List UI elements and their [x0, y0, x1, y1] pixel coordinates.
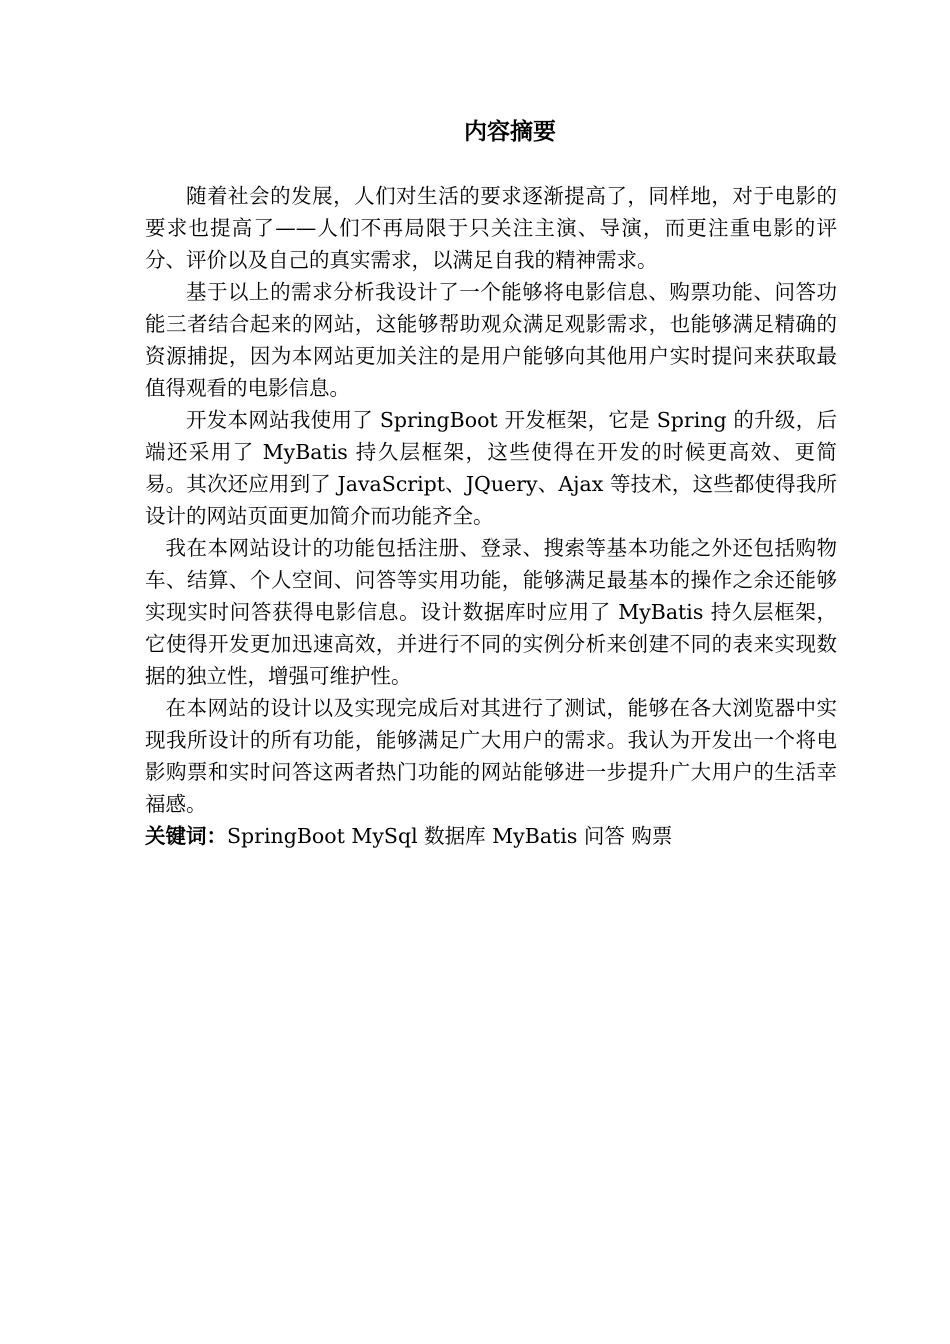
abstract-paragraph-4: 我在本网站设计的功能包括注册、登录、搜索等基本功能之外还包括购物车、结算、个人空间、问答等实用功能，能够满足最基本的操作之余还能够实现实时问答获得电影信息。设计数据库时应用了 MyBatis 持久层框架，它使得开发更加迅速高效，并进行不同的实例分析来创建不同的表来实现数据的独立性，增强可维护性。 — [145, 536, 837, 688]
keywords-label: 关键词： — [145, 824, 227, 848]
keywords-line — [145, 820, 837, 852]
abstract-paragraph-5: 在本网站的设计以及实现完成后对其进行了测试，能够在各大浏览器中实现我所设计的所有功能，能够满足广大用户的需求。我认为开发出一个将电影购票和实时问答这两者热门功能的网站能够进一步提升广大用户的生活幸福感。 — [145, 696, 837, 816]
abstract-paragraph-3: 开发本网站我使用了 SpringBoot 开发框架，它是 Spring 的升级，后端还采用了 MyBatis 持久层框架，这些使得在开发的时候更高效、更简易。其次还应用到了 JavaScript、JQuery、Ajax 等技术，这些都使得我所设计的网站页面更加简介而功能齐全。 — [145, 408, 837, 528]
abstract-paragraph-1: 随着社会的发展，人们对生活的要求逐渐提高了，同样地，对于电影的要求也提高了——人们不再局限于只关注主演、导演，而更注重电影的评分、评价以及自己的真实需求，以满足自我的精神需求。 — [145, 184, 837, 272]
keywords-text: SpringBoot MySql 数据库 MyBatis 问答 购票 — [227, 824, 673, 848]
abstract-paragraph-2: 基于以上的需求分析我设计了一个能够将电影信息、购票功能、问答功能三者结合起来的网站，这能够帮助观众满足观影需求，也能够满足精确的资源捕捉，因为本网站更加关注的是用户能够向其他用户实时提问来获取最值得观看的电影信息。 — [145, 280, 837, 400]
abstract-title: 内容摘要 — [464, 119, 556, 145]
abstract-body — [145, 180, 837, 852]
